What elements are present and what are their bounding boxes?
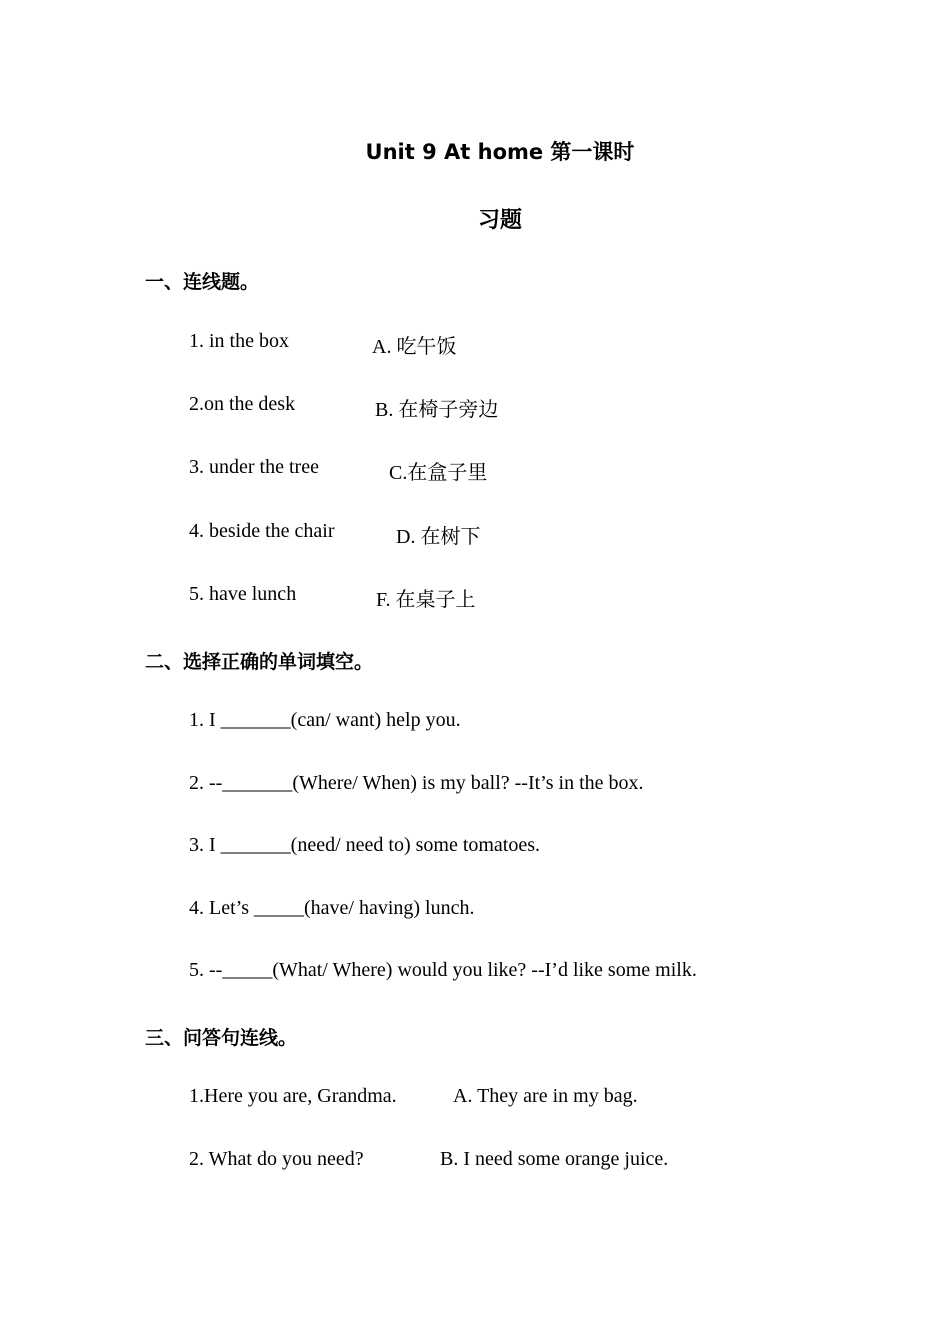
page-subtitle: 习题: [477, 208, 522, 233]
fill-blank-item: 2. --_______(Where/ When) is my ball? --It’s in the box.: [189, 772, 644, 794]
fill-blank-item: 4. Let’s _____(have/ having) lunch.: [189, 897, 475, 919]
qa-answer: A. They are in my bag.: [453, 1085, 638, 1107]
page-title: Unit 9 At home 第一课时: [365, 140, 635, 164]
match-item-right: C.在盒子里: [389, 462, 488, 484]
fill-blank-item: 1. I _______(can/ want) help you.: [189, 709, 461, 731]
match-item-left: 5. have lunch: [189, 583, 297, 605]
fill-blank-item: 3. I _______(need/ need to) some tomatoes.: [189, 834, 541, 856]
match-item-right: D. 在树下: [396, 526, 481, 548]
match-item-left: 3. under the tree: [189, 456, 319, 478]
fill-blank-item: 5. --_____(What/ Where) would you like? --I’d like some milk.: [189, 959, 697, 981]
qa-question: 1.Here you are, Grandma.: [189, 1085, 397, 1107]
section-heading-fill-blank: 二、选择正确的单词填空。: [145, 651, 374, 673]
match-item-right: F. 在桌子上: [376, 589, 476, 611]
section-heading-qa-matching: 三、问答句连线。: [145, 1027, 298, 1049]
match-item-right: B. 在椅子旁边: [375, 399, 499, 421]
qa-answer: B. I need some orange juice.: [440, 1148, 669, 1170]
qa-question: 2. What do you need?: [189, 1148, 364, 1170]
match-item-left: 2.on the desk: [189, 393, 296, 415]
match-item-left: 4. beside the chair: [189, 520, 335, 542]
section-heading-matching: 一、连线题。: [145, 271, 260, 293]
match-item-right: A. 吃午饭: [372, 336, 457, 358]
match-item-left: 1. in the box: [189, 330, 289, 352]
